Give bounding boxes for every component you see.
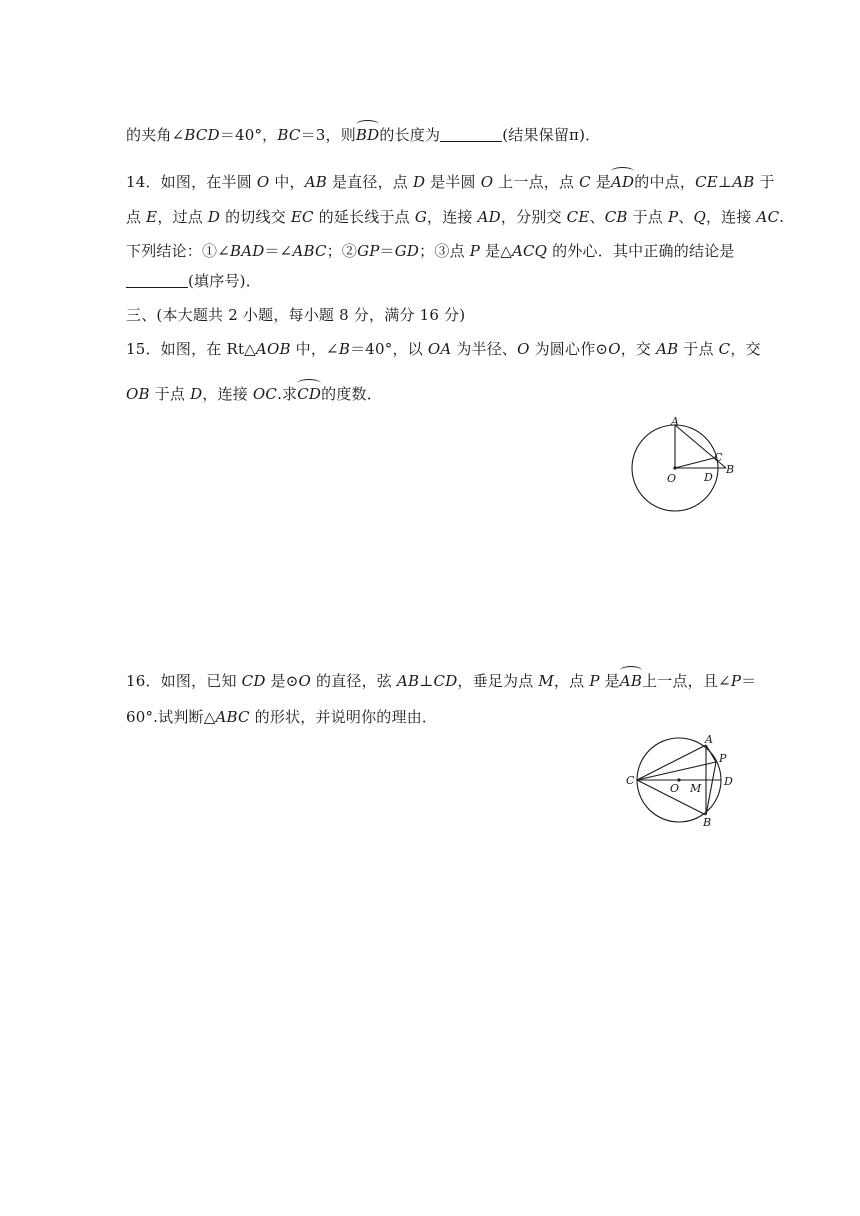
arc-bd: BD [355, 126, 380, 144]
answer-blank-14 [126, 273, 188, 288]
q14-line-3: 下列结论：①∠BAD＝∠ABC；②GP＝GD；③点 P 是△ACQ 的外心．其中正确的结论是 [126, 242, 735, 260]
q15-label-o: O [667, 472, 677, 485]
section-3-heading: 三、(本大题共 2 小题，每小题 8 分，满分 16 分) [126, 306, 466, 324]
q16-segment-cp [637, 762, 716, 780]
q15-label-d: D [704, 471, 713, 484]
arc-ab: AB [619, 672, 643, 690]
q16-segment-ca [637, 745, 706, 780]
q16-label-o: O [670, 782, 680, 795]
q16-label-a: A [705, 733, 713, 746]
q16-label-m: M [690, 782, 702, 795]
q14-line-1: 14．如图，在半圆 O 中，AB 是直径，点 D 是半圆 O 上一点，点 C 是AD的中点，CE⊥AB 于 [126, 173, 775, 191]
q16-figure [622, 730, 742, 830]
q16-label-c: C [626, 774, 635, 787]
q16-label-b: B [703, 816, 712, 829]
q15-segment-oc [675, 458, 714, 468]
q13-tail-line: 的夹角∠BCD＝40°，BC＝3，则BD的长度为 (结果保留π)． [126, 126, 601, 144]
q16-line-2: 60°.试判断△ABC 的形状，并说明你的理由． [126, 708, 438, 726]
q15-label-b: B [726, 463, 735, 476]
arc-cd: CD [297, 385, 322, 403]
q16-label-d: D [724, 775, 733, 788]
q15-label-a: A [671, 415, 679, 428]
q16-label-p: P [719, 752, 727, 765]
q16-line-1: 16．如图，已知 CD 是⊙O 的直径，弦 AB⊥CD，垂足为点 M，点 P 是AB上一点，且∠P＝ [126, 672, 757, 690]
q15-figure [625, 412, 740, 516]
q14-line-4: (填序号)． [126, 270, 261, 291]
q15-line-2: OB 于点 D，连接 OC.求CD的度数． [126, 385, 382, 403]
q15-center-dot [673, 466, 676, 469]
q14-line-2: 点 E，过点 D 的切线交 EC 的延长线于点 G，连接 AD，分别交 CE、CB 于点 P、Q，连接 AC. [126, 208, 785, 226]
q16-segment-ap [706, 745, 716, 762]
q15-line-1: 15．如图，在 Rt△AOB 中，∠B＝40°，以 OA 为半径、O 为圆心作⊙O，交 AB 于点 C，交 [126, 340, 761, 358]
arc-ad: AD [611, 173, 635, 191]
q15-label-c: C [714, 451, 723, 464]
answer-blank-13 [440, 127, 502, 142]
